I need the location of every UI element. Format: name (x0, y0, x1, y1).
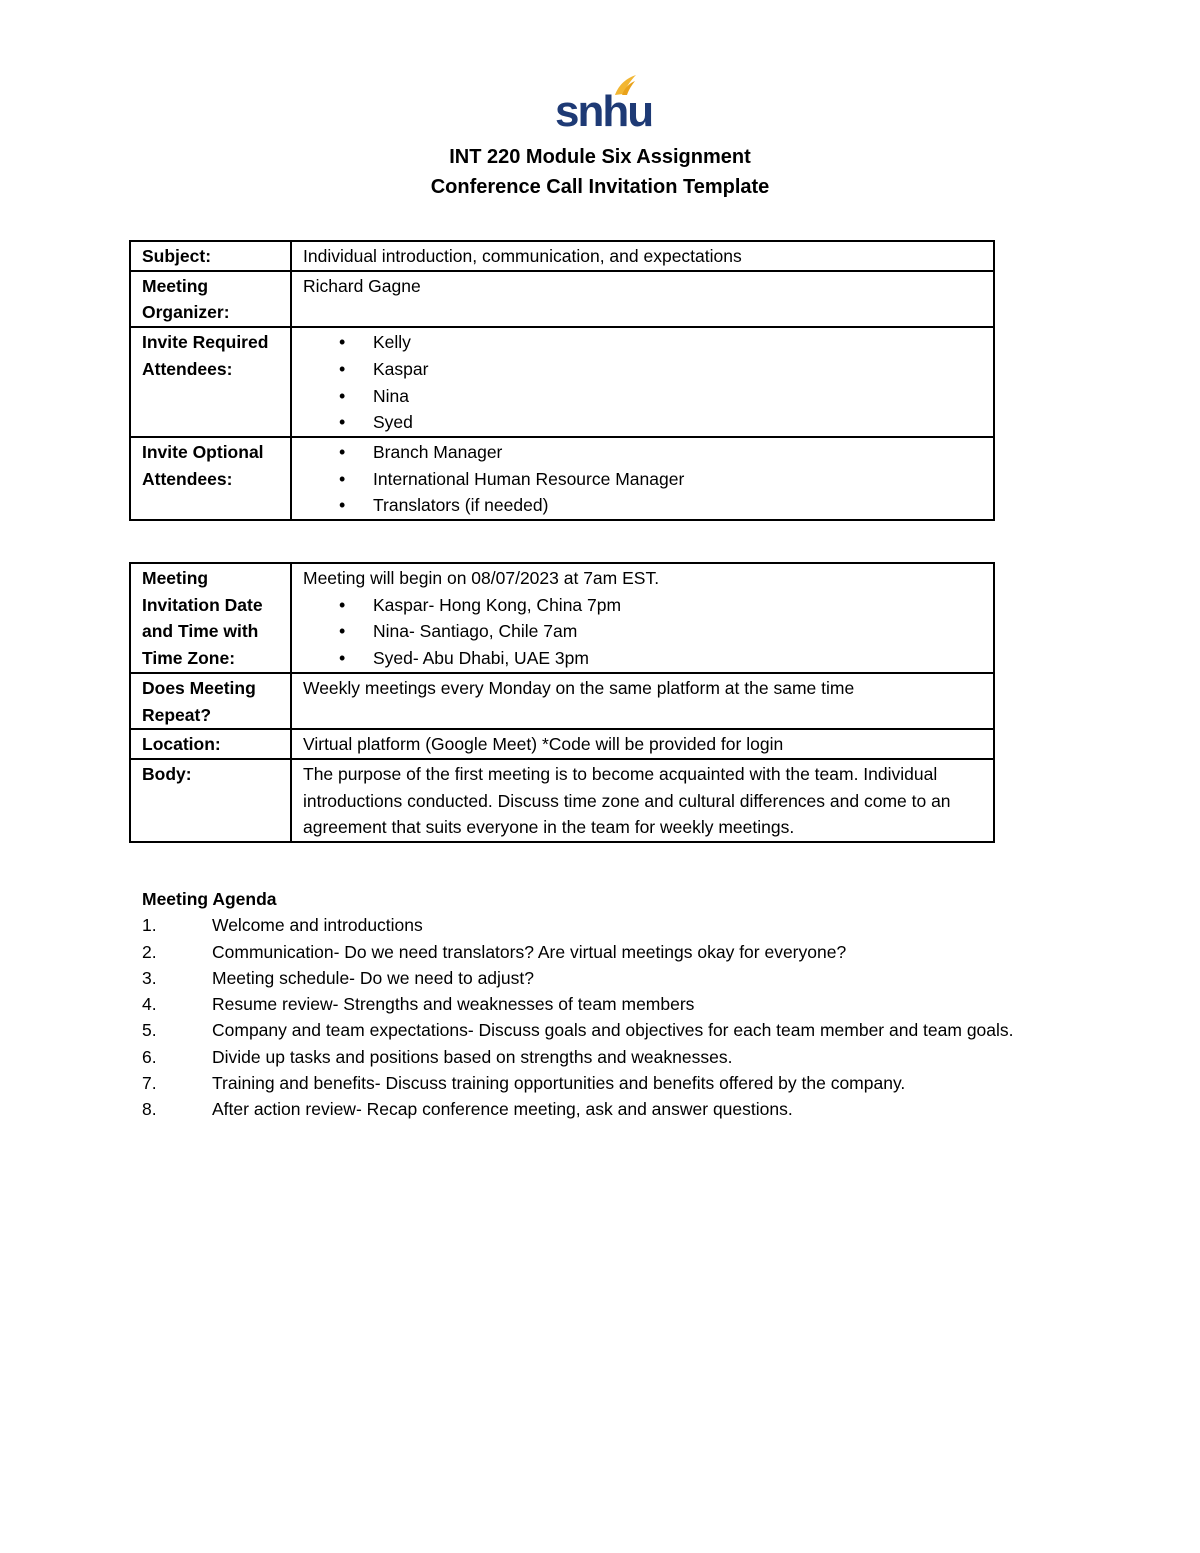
agenda-item-text: Communication- Do we need translators? Are virtual meetings okay for everyone? (212, 941, 847, 962)
organizer-value: Richard Gagne (291, 271, 994, 327)
logo-wordmark: snhu (555, 87, 653, 136)
optional-attendees-cell (291, 437, 994, 520)
agenda-item (142, 965, 1072, 991)
optional-attendees-label: Invite Optional Attendees: (130, 437, 291, 520)
location-label: Location: (130, 729, 291, 759)
table-row (130, 241, 994, 271)
required-attendees-list (303, 329, 983, 436)
agenda-item-number: 7. (142, 1073, 157, 1094)
list-item: • Nina- Santiago, Chile 7am (303, 618, 983, 645)
datetime-cell (291, 563, 994, 673)
agenda-item-number: 2. (142, 941, 157, 962)
list-item: • Branch Manager (303, 439, 983, 466)
snhu-logo (555, 74, 653, 136)
repeat-label: Does Meeting Repeat? (130, 673, 291, 729)
attendees-table (129, 240, 995, 521)
list-item: • Nina (303, 383, 983, 410)
agenda-item-text: Meeting schedule- Do we need to adjust? (212, 967, 535, 988)
document-title: INT 220 Module Six Assignment (449, 146, 751, 168)
list-item: • International Human Resource Manager (303, 466, 983, 493)
timezone-list (303, 592, 983, 672)
datetime-label: Meeting Invitation Date and Time with Time Zone: (130, 563, 291, 673)
list-item: • Translators (if needed) (303, 492, 983, 519)
meeting-agenda (142, 886, 1072, 1123)
table-row (130, 673, 994, 729)
list-item: • Syed- Abu Dhabi, UAE 3pm (303, 645, 983, 672)
required-attendees-cell (291, 327, 994, 437)
document-subtitle: Conference Call Invitation Template (430, 176, 770, 198)
agenda-item-number: 5. (142, 1020, 157, 1041)
required-attendees-label: Invite Required Attendees: (130, 327, 291, 437)
table-row (130, 437, 994, 520)
agenda-item-number: 8. (142, 1099, 157, 1120)
agenda-item-number: 1. (142, 915, 157, 936)
agenda-item (142, 1096, 1072, 1122)
agenda-item-number: 3. (142, 967, 157, 988)
list-item: • Kelly (303, 329, 983, 356)
agenda-item-text: Resume review- Strengths and weaknesses of team members (212, 994, 695, 1015)
organizer-label: Meeting Organizer: (130, 271, 291, 327)
agenda-item (142, 1044, 1072, 1070)
optional-attendees-list (303, 439, 983, 519)
agenda-item-text: After action review- Recap conference meeting, ask and answer questions. (212, 1099, 793, 1120)
table-row (130, 327, 994, 437)
table-row (130, 271, 994, 327)
agenda-item (142, 912, 1072, 938)
agenda-item (142, 991, 1072, 1017)
meeting-details-table (129, 562, 995, 843)
body-value: The purpose of the first meeting is to become acquainted with the team. Individual introductions conducted. Discuss time zone and cultural differences and come to an agreement that suits everyone in the team for weekly meetings. (291, 759, 994, 842)
datetime-intro: Meeting will begin on 08/07/2023 at 7am EST. (303, 568, 660, 588)
body-label: Body: (130, 759, 291, 842)
list-item: • Kaspar- Hong Kong, China 7pm (303, 592, 983, 619)
agenda-item-text: Divide up tasks and positions based on strengths and weaknesses. (212, 1046, 733, 1067)
agenda-item-text: Company and team expectations- Discuss goals and objectives for each team member and team goals. (212, 1020, 1014, 1041)
list-item: • Syed (303, 409, 983, 436)
agenda-item-text: Training and benefits- Discuss training opportunities and benefits offered by the company. (212, 1073, 906, 1094)
agenda-heading: Meeting Agenda (142, 889, 277, 909)
agenda-item (142, 1070, 1072, 1096)
subject-value: Individual introduction, communication, and expectations (291, 241, 994, 271)
subject-label: Subject: (130, 241, 291, 271)
repeat-value: Weekly meetings every Monday on the same platform at the same time (291, 673, 994, 729)
list-item: • Kaspar (303, 356, 983, 383)
agenda-item-number: 4. (142, 994, 157, 1015)
table-row (130, 759, 994, 842)
agenda-item-number: 6. (142, 1046, 157, 1067)
table-row (130, 563, 994, 673)
agenda-item (142, 1017, 1072, 1043)
agenda-item (142, 939, 1072, 965)
location-value: Virtual platform (Google Meet) *Code will be provided for login (291, 729, 994, 759)
agenda-item-text: Welcome and introductions (212, 915, 423, 936)
table-row (130, 729, 994, 759)
